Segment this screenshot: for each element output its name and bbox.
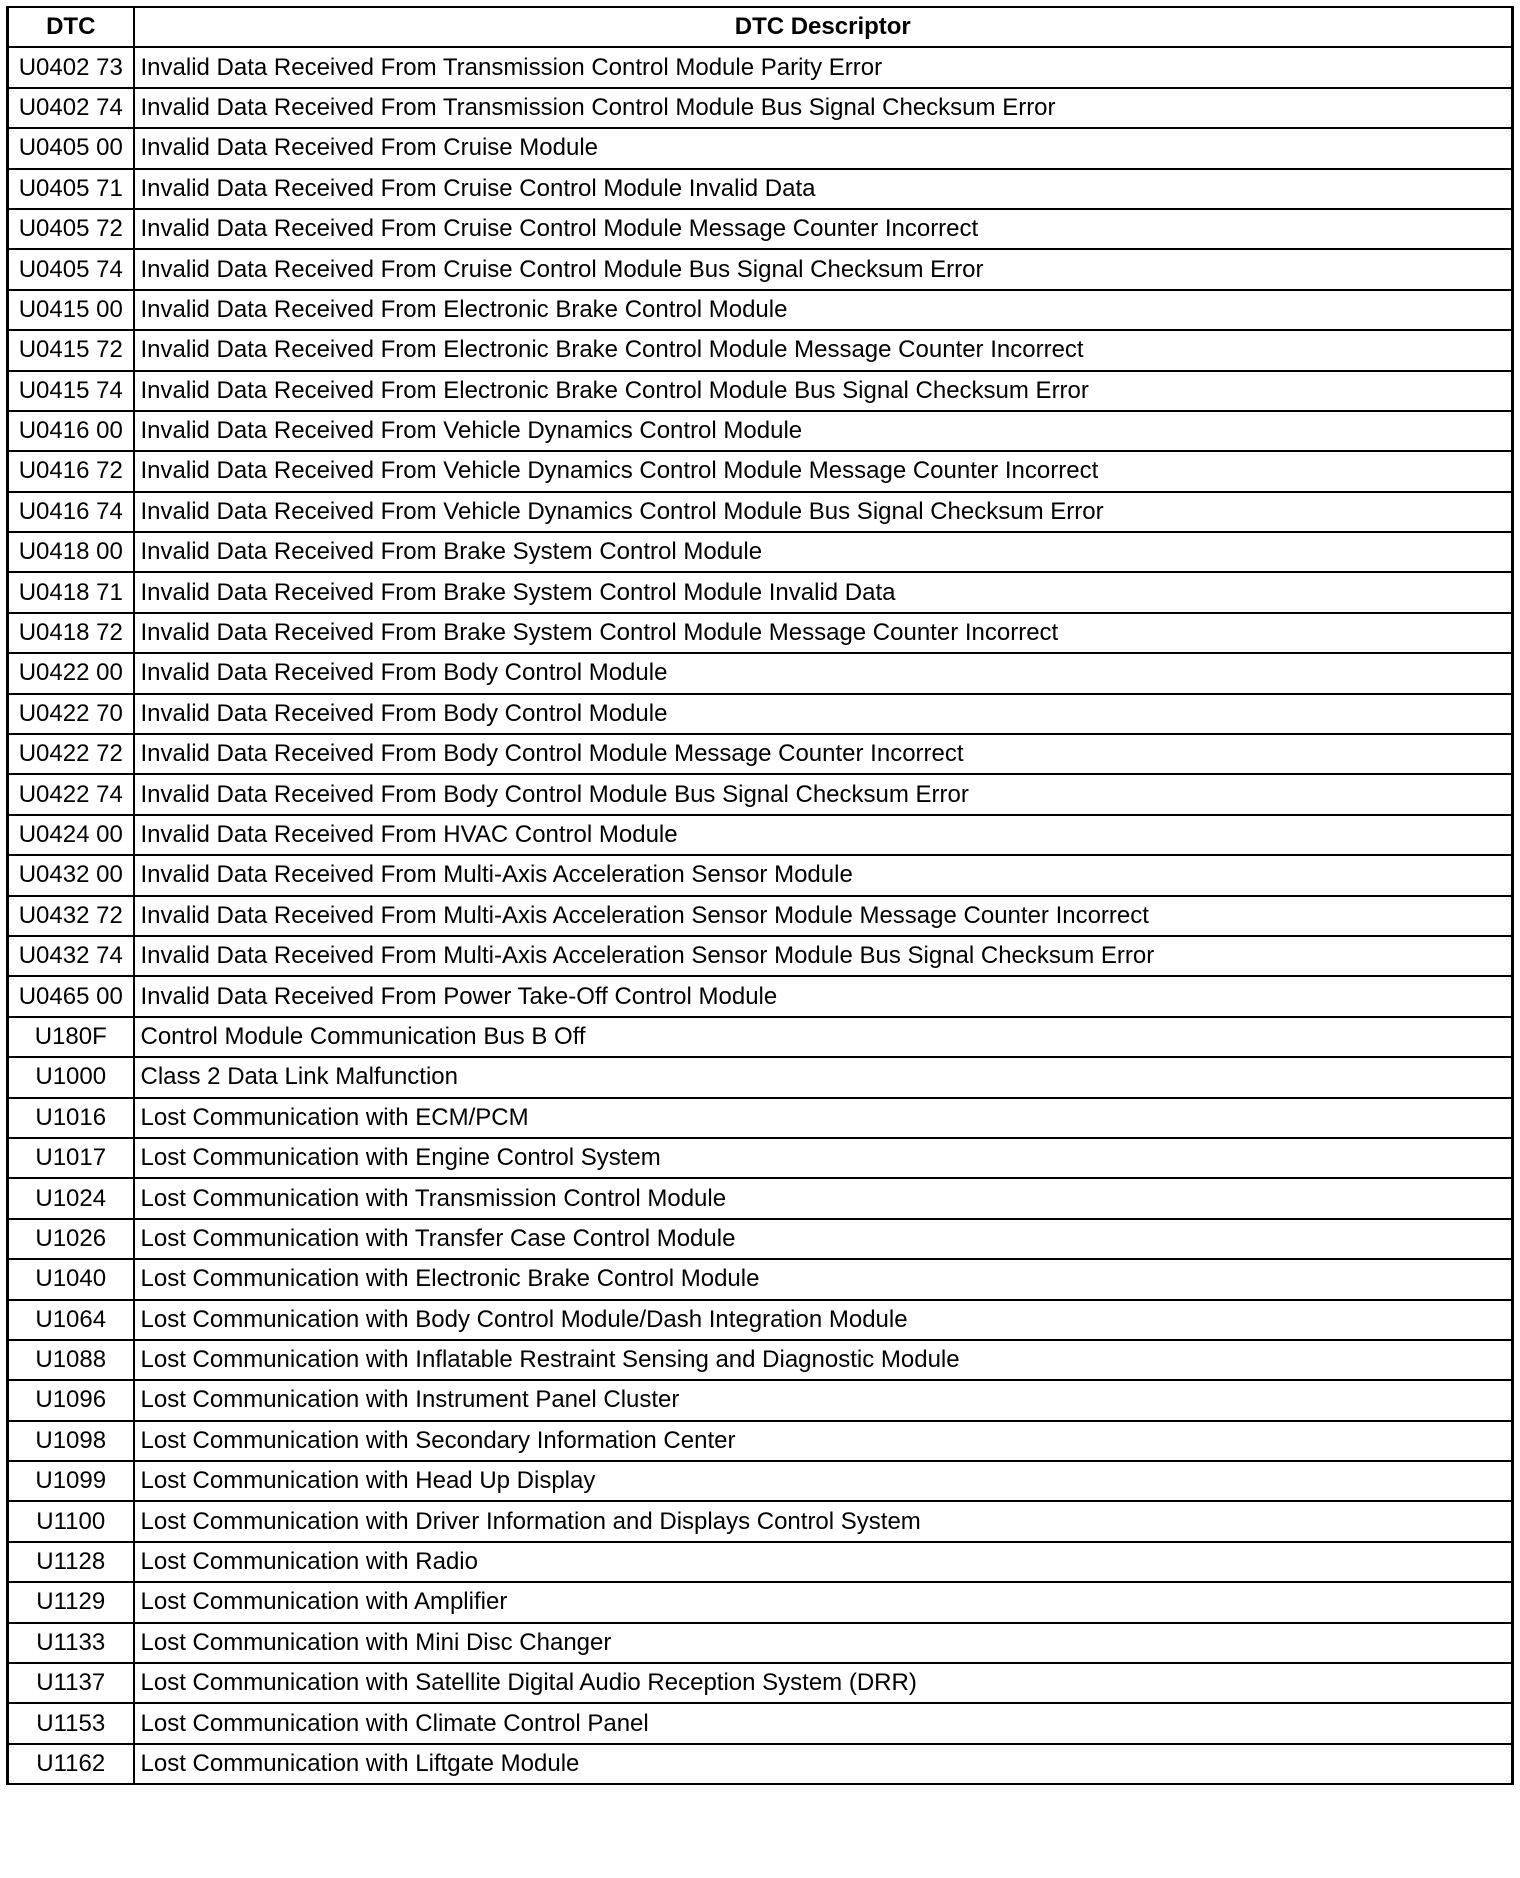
column-header-dtc-descriptor: DTC Descriptor [134, 7, 1513, 47]
dtc-descriptor-cell: Invalid Data Received From Electronic Brake Control Module [134, 290, 1513, 330]
table-row [8, 976, 1513, 1016]
dtc-descriptor-cell: Lost Communication with Radio [134, 1542, 1513, 1582]
dtc-descriptor-cell: Lost Communication with Mini Disc Changer [134, 1623, 1513, 1663]
table-row [8, 371, 1513, 411]
dtc-code-cell: U1040 [8, 1259, 134, 1299]
table-row [8, 1461, 1513, 1501]
table-row [8, 1501, 1513, 1541]
dtc-code-cell: U1096 [8, 1380, 134, 1420]
dtc-code-cell: U0415 00 [8, 290, 134, 330]
dtc-descriptor-cell: Lost Communication with Satellite Digital Audio Reception System (DRR) [134, 1663, 1513, 1703]
dtc-descriptor-cell: Invalid Data Received From Body Control Module [134, 653, 1513, 693]
dtc-descriptor-cell: Lost Communication with Liftgate Module [134, 1744, 1513, 1784]
table-row [8, 1582, 1513, 1622]
table-row [8, 774, 1513, 814]
dtc-descriptor-cell: Lost Communication with Engine Control System [134, 1138, 1513, 1178]
dtc-code-cell: U1024 [8, 1178, 134, 1218]
dtc-code-cell: U0416 72 [8, 451, 134, 491]
dtc-descriptor-cell: Invalid Data Received From Cruise Module [134, 128, 1513, 168]
table-row [8, 1259, 1513, 1299]
dtc-code-cell: U0405 00 [8, 128, 134, 168]
dtc-descriptor-cell: Invalid Data Received From Brake System Control Module [134, 532, 1513, 572]
table-row [8, 1219, 1513, 1259]
dtc-descriptor-cell: Invalid Data Received From HVAC Control Module [134, 815, 1513, 855]
dtc-code-cell: U0465 00 [8, 976, 134, 1016]
table-row [8, 128, 1513, 168]
dtc-code-cell: U1099 [8, 1461, 134, 1501]
table-row [8, 209, 1513, 249]
dtc-code-cell: U1162 [8, 1744, 134, 1784]
table-row [8, 532, 1513, 572]
dtc-descriptor-cell: Invalid Data Received From Body Control Module Message Counter Incorrect [134, 734, 1513, 774]
dtc-descriptor-cell: Lost Communication with Transfer Case Control Module [134, 1219, 1513, 1259]
dtc-code-cell: U0418 00 [8, 532, 134, 572]
dtc-code-cell: U1129 [8, 1582, 134, 1622]
dtc-code-cell: U1088 [8, 1340, 134, 1380]
table-row [8, 1178, 1513, 1218]
dtc-code-cell: U0432 72 [8, 896, 134, 936]
dtc-code-cell: U1153 [8, 1703, 134, 1743]
dtc-code-cell: U0422 70 [8, 694, 134, 734]
dtc-code-cell: U0422 74 [8, 774, 134, 814]
table-row [8, 1380, 1513, 1420]
dtc-descriptor-cell: Lost Communication with Inflatable Restraint Sensing and Diagnostic Module [134, 1340, 1513, 1380]
table-row [8, 1057, 1513, 1097]
dtc-descriptor-cell: Invalid Data Received From Vehicle Dynamics Control Module [134, 411, 1513, 451]
table-row [8, 492, 1513, 532]
dtc-descriptor-cell: Lost Communication with Secondary Information Center [134, 1421, 1513, 1461]
dtc-descriptor-cell: Invalid Data Received From Electronic Brake Control Module Message Counter Incorrect [134, 330, 1513, 370]
dtc-descriptor-cell: Invalid Data Received From Electronic Brake Control Module Bus Signal Checksum Error [134, 371, 1513, 411]
dtc-descriptor-cell: Class 2 Data Link Malfunction [134, 1057, 1513, 1097]
column-header-dtc: DTC [8, 7, 134, 47]
table-row [8, 1300, 1513, 1340]
table-row [8, 572, 1513, 612]
dtc-code-cell: U0424 00 [8, 815, 134, 855]
dtc-code-cell: U1133 [8, 1623, 134, 1663]
dtc-descriptor-cell: Lost Communication with Head Up Display [134, 1461, 1513, 1501]
dtc-code-cell: U0405 74 [8, 249, 134, 289]
table-row [8, 88, 1513, 128]
table-row [8, 896, 1513, 936]
dtc-descriptor-cell: Lost Communication with Electronic Brake Control Module [134, 1259, 1513, 1299]
table-row [8, 694, 1513, 734]
dtc-descriptor-cell: Invalid Data Received From Multi-Axis Acceleration Sensor Module Bus Signal Checksum Error [134, 936, 1513, 976]
dtc-code-cell: U0402 73 [8, 47, 134, 87]
table-row [8, 411, 1513, 451]
table-row [8, 1623, 1513, 1663]
table-body [8, 47, 1513, 1784]
table-row [8, 653, 1513, 693]
dtc-code-cell: U1064 [8, 1300, 134, 1340]
dtc-code-cell: U0405 72 [8, 209, 134, 249]
dtc-descriptor-cell: Invalid Data Received From Multi-Axis Acceleration Sensor Module Message Counter Incorrect [134, 896, 1513, 936]
dtc-code-cell: U0432 00 [8, 855, 134, 895]
table-row [8, 169, 1513, 209]
table-row [8, 451, 1513, 491]
table-row [8, 734, 1513, 774]
table-row [8, 855, 1513, 895]
dtc-code-cell: U0418 72 [8, 613, 134, 653]
dtc-descriptor-cell: Lost Communication with Transmission Control Module [134, 1178, 1513, 1218]
dtc-code-cell: U0405 71 [8, 169, 134, 209]
dtc-code-cell: U1016 [8, 1098, 134, 1138]
dtc-table [6, 6, 1514, 1785]
table-row [8, 936, 1513, 976]
dtc-code-cell: U1017 [8, 1138, 134, 1178]
table-row [8, 613, 1513, 653]
dtc-descriptor-cell: Invalid Data Received From Multi-Axis Acceleration Sensor Module [134, 855, 1513, 895]
dtc-descriptor-cell: Lost Communication with Instrument Panel Cluster [134, 1380, 1513, 1420]
dtc-descriptor-cell: Invalid Data Received From Body Control Module Bus Signal Checksum Error [134, 774, 1513, 814]
dtc-code-cell: U0402 74 [8, 88, 134, 128]
dtc-descriptor-cell: Invalid Data Received From Cruise Control Module Bus Signal Checksum Error [134, 249, 1513, 289]
table-row [8, 1663, 1513, 1703]
table-row [8, 1542, 1513, 1582]
dtc-descriptor-cell: Lost Communication with Climate Control Panel [134, 1703, 1513, 1743]
table-row [8, 1340, 1513, 1380]
table-row [8, 1703, 1513, 1743]
dtc-descriptor-cell: Invalid Data Received From Transmission Control Module Parity Error [134, 47, 1513, 87]
dtc-descriptor-cell: Control Module Communication Bus B Off [134, 1017, 1513, 1057]
dtc-descriptor-cell: Invalid Data Received From Cruise Control Module Message Counter Incorrect [134, 209, 1513, 249]
dtc-code-cell: U180F [8, 1017, 134, 1057]
dtc-code-cell: U1098 [8, 1421, 134, 1461]
dtc-descriptor-cell: Invalid Data Received From Power Take-Off Control Module [134, 976, 1513, 1016]
dtc-code-cell: U0415 72 [8, 330, 134, 370]
table-row [8, 1098, 1513, 1138]
dtc-code-cell: U1100 [8, 1501, 134, 1541]
dtc-descriptor-cell: Invalid Data Received From Brake System Control Module Invalid Data [134, 572, 1513, 612]
table-row [8, 47, 1513, 87]
dtc-code-cell: U0422 72 [8, 734, 134, 774]
dtc-descriptor-cell: Invalid Data Received From Brake System Control Module Message Counter Incorrect [134, 613, 1513, 653]
dtc-descriptor-cell: Lost Communication with Driver Information and Displays Control System [134, 1501, 1513, 1541]
table-row [8, 249, 1513, 289]
dtc-code-cell: U1026 [8, 1219, 134, 1259]
dtc-descriptor-cell: Invalid Data Received From Vehicle Dynamics Control Module Message Counter Incorrect [134, 451, 1513, 491]
dtc-code-cell: U0422 00 [8, 653, 134, 693]
dtc-descriptor-cell: Lost Communication with Body Control Module/Dash Integration Module [134, 1300, 1513, 1340]
dtc-code-cell: U0415 74 [8, 371, 134, 411]
table-row [8, 1017, 1513, 1057]
dtc-descriptor-cell: Invalid Data Received From Transmission Control Module Bus Signal Checksum Error [134, 88, 1513, 128]
table-row [8, 330, 1513, 370]
dtc-descriptor-cell: Lost Communication with Amplifier [134, 1582, 1513, 1622]
dtc-descriptor-cell: Invalid Data Received From Cruise Control Module Invalid Data [134, 169, 1513, 209]
dtc-code-cell: U0416 74 [8, 492, 134, 532]
dtc-code-cell: U1128 [8, 1542, 134, 1582]
dtc-code-cell: U1000 [8, 1057, 134, 1097]
table-header-row [8, 7, 1513, 47]
dtc-descriptor-cell: Invalid Data Received From Body Control Module [134, 694, 1513, 734]
table-row [8, 1421, 1513, 1461]
table-row [8, 1744, 1513, 1784]
dtc-descriptor-cell: Lost Communication with ECM/PCM [134, 1098, 1513, 1138]
table-row [8, 815, 1513, 855]
table-row [8, 1138, 1513, 1178]
table-row [8, 290, 1513, 330]
dtc-code-cell: U0416 00 [8, 411, 134, 451]
dtc-code-cell: U0432 74 [8, 936, 134, 976]
dtc-code-cell: U0418 71 [8, 572, 134, 612]
dtc-code-cell: U1137 [8, 1663, 134, 1703]
dtc-descriptor-cell: Invalid Data Received From Vehicle Dynamics Control Module Bus Signal Checksum Error [134, 492, 1513, 532]
